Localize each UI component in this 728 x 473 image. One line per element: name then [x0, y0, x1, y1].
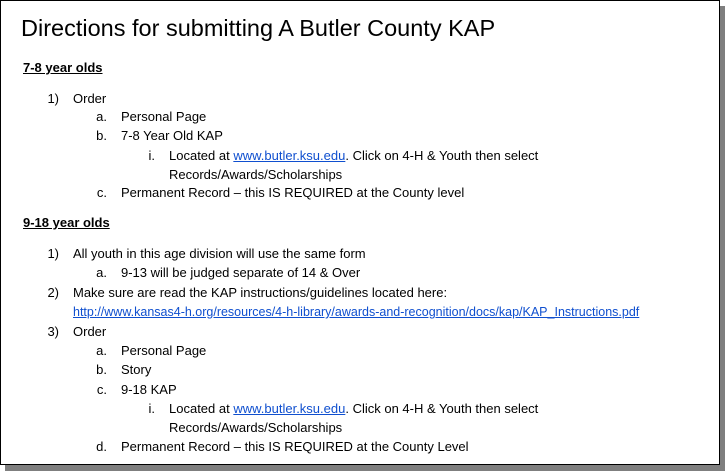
list-item-text: Personal Page: [121, 109, 207, 124]
list-marker: 2): [47, 285, 59, 300]
list-item-continuation: Records/Awards/Scholarships: [169, 420, 343, 435]
list-item-text: Permanent Record – this IS REQUIRED at the County Level: [121, 439, 469, 454]
section-heading-7-8: 7-8 year olds: [23, 60, 103, 75]
list-marker: a.: [96, 265, 107, 280]
list-item-text: Permanent Record – this IS REQUIRED at the County level: [121, 185, 465, 200]
list-item-text: 7-8 Year Old KAP: [121, 128, 223, 143]
list-marker: 3): [47, 324, 59, 339]
butler-link[interactable]: www.butler.ksu.edu: [233, 401, 346, 416]
text-prefix: Located at: [169, 401, 234, 416]
list-item-text: [169, 147, 538, 166]
list-item-text: [169, 400, 538, 419]
section-heading-9-18: 9-18 year olds: [23, 215, 110, 230]
list-marker: i.: [148, 148, 155, 163]
list-item-text: 9-13 will be judged separate of 14 & Over: [121, 265, 361, 280]
list-marker: c.: [96, 382, 107, 397]
list-marker: b.: [96, 362, 107, 377]
butler-link[interactable]: www.butler.ksu.edu: [233, 148, 346, 163]
list-item-continuation: Records/Awards/Scholarships: [169, 167, 343, 182]
list-item-text: Order: [73, 91, 107, 106]
list-marker: c.: [96, 185, 107, 200]
list-marker: 1): [47, 91, 59, 106]
text-prefix: Located at: [169, 148, 234, 163]
list-item-text: Personal Page: [121, 343, 207, 358]
list-item-text: Story: [121, 362, 152, 377]
list-item-text: 9-18 KAP: [121, 382, 177, 397]
list-marker: 1): [47, 246, 59, 261]
page-title: Directions for submitting A Butler County KAP: [21, 15, 496, 41]
kap-instructions-line: [73, 303, 639, 322]
list-item-text: Order: [73, 324, 107, 339]
list-marker: i.: [148, 401, 155, 416]
list-marker: d.: [96, 439, 107, 454]
list-item-text: Make sure are read the KAP instructions/guidelines located here:: [73, 285, 448, 300]
list-marker: a.: [96, 343, 107, 358]
document-content: [1, 1, 719, 464]
text-suffix: . Click on 4-H & Youth then select: [345, 401, 539, 416]
text-suffix: . Click on 4-H & Youth then select: [345, 148, 539, 163]
list-marker: a.: [96, 109, 107, 124]
list-marker: b.: [96, 128, 107, 143]
list-item-text: All youth in this age division will use the same form: [73, 246, 366, 261]
kap-instructions-link[interactable]: http://www.kansas4-h.org/resources/4-h-library/awards-and-recognition/docs/kap/KAP_Instructions.pdf: [73, 305, 640, 319]
